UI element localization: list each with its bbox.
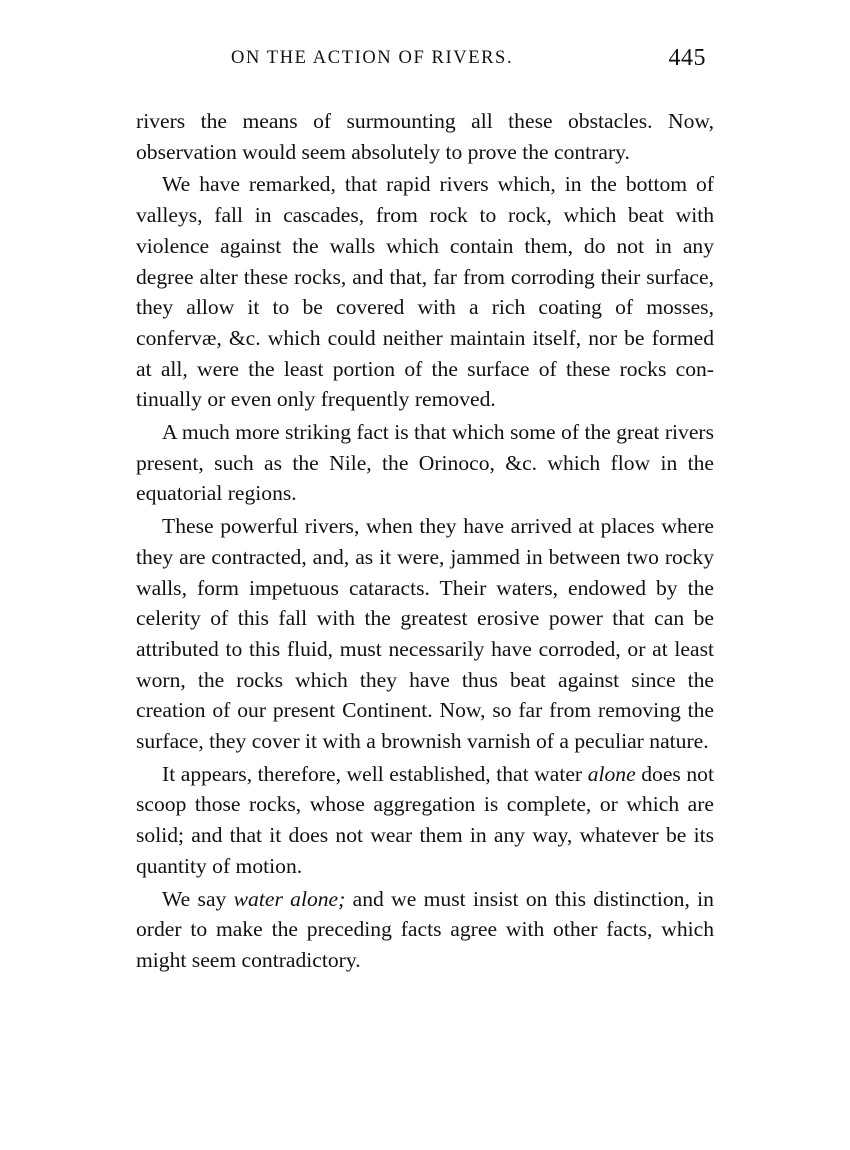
running-title: ON THE ACTION OF RIVERS.: [231, 48, 514, 68]
running-head: [136, 46, 714, 76]
page-number: 445: [668, 45, 706, 71]
paragraph: [136, 417, 714, 509]
paragraph: [136, 511, 714, 757]
text-segment: It appears, therefore, well established, that water: [162, 761, 588, 786]
paragraph: [136, 759, 714, 882]
body-text: [136, 106, 714, 976]
italic-text: alone: [587, 761, 636, 786]
text-segment: and we must insist on this distinction, in order to make the preceding facts agree with other facts, which might seem contradictory.: [136, 886, 714, 972]
text-segment: We have remarked, that rapid rivers which, in the bottom of valleys, fall in cascades, from rock to rock, which beat with violence against the walls which contain them, do not in any degree alter these rocks, and that, far from corroding their surface, they allow it to be covered with a rich coating of mosses, confervæ, &c. which could neither maintain itself, nor be formed at all, were the least portion of the surface of these rocks continually or even only frequently removed.: [136, 172, 714, 412]
text-segment: rivers the means of surmounting all these obstacles. Now, observation would seem absolutely to prove the contrary.: [136, 109, 714, 164]
text-segment: does not scoop those rocks, whose aggregation is complete, or which are solid; and that it does not wear them in any way, whatever be its quantity of motion.: [136, 761, 714, 878]
italic-text: water alone;: [233, 886, 346, 911]
text-segment: We say: [162, 886, 234, 911]
paragraph: [136, 169, 714, 415]
text-segment: A much more striking fact is that which some of the great rivers present, such as the Nile, the Orinoco, &c. which flow in the equatorial regions.: [136, 420, 714, 506]
book-page: [136, 46, 714, 976]
paragraph-continued: [136, 106, 714, 167]
text-segment: These powerful rivers, when they have arrived at places where they are contracted, and, as it were, jammed in between two rocky walls, form impetuous cataracts. Their waters, endowed by the celerity of this fall with the greatest erosive power that can be attributed to this fluid, must necessarily have corroded, or at least worn, the rocks which they have thus beat against since the creation of our present Continent. Now, so far from removing the surface, they cover it with a brownish varnish of a peculiar nature.: [136, 514, 714, 754]
paragraph: [136, 884, 714, 976]
